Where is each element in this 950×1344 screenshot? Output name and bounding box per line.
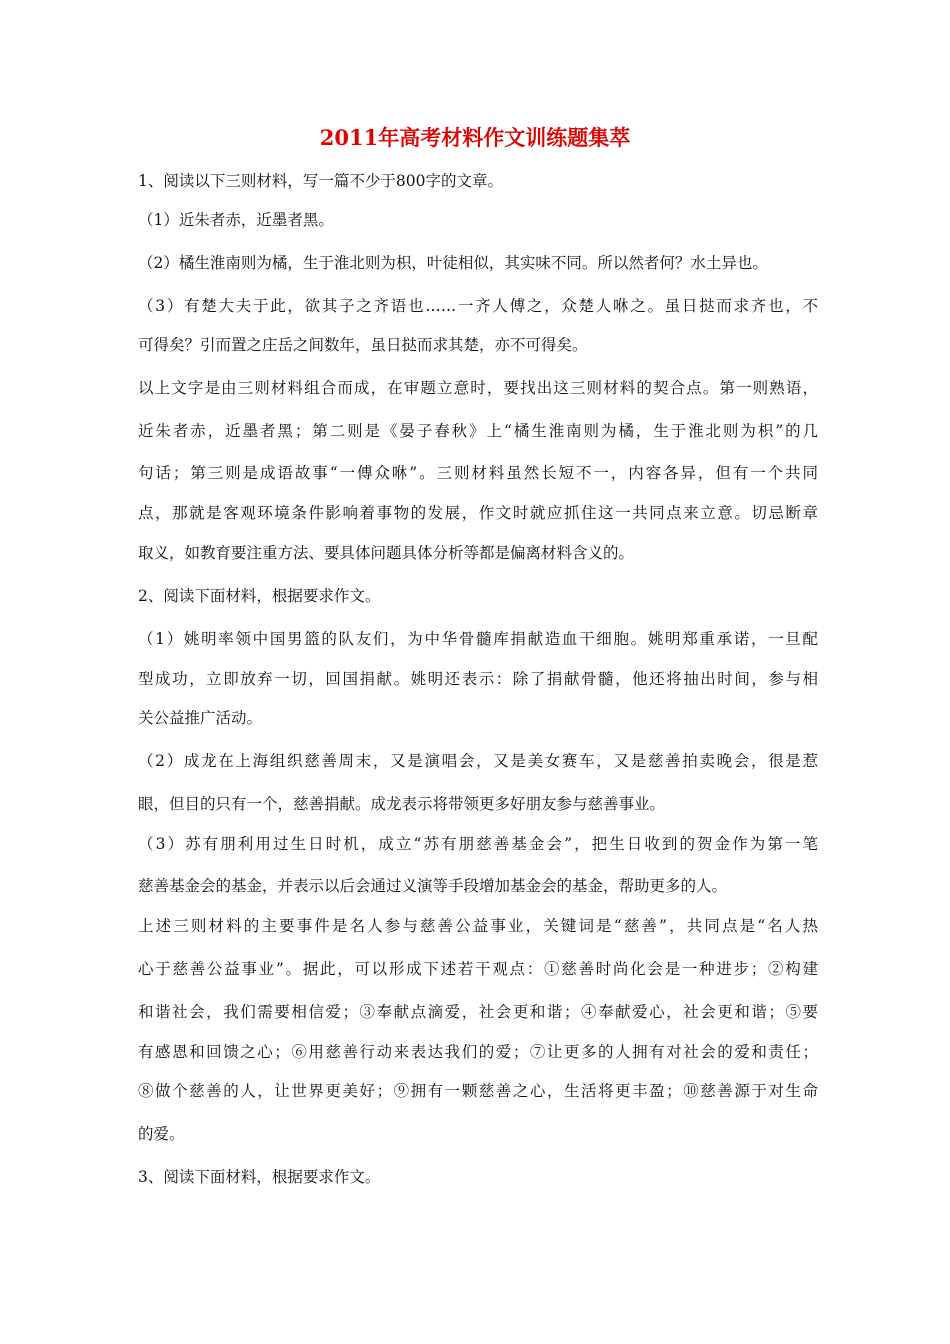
paragraph-line: 2、阅读下面材料，根据要求作文。: [138, 587, 381, 605]
paragraph-line: ⑧做个慈善的人，让世界更美好；⑨拥有一颗慈善之心，生活将更丰盈；⑩慈善源于对生命: [138, 1082, 818, 1100]
paragraph-line: 有感恩和回馈之心；⑥用慈善行动来表达我们的爱；⑦让更多的人拥有对社会的爱和责任；: [138, 1043, 818, 1061]
paragraph-line: （3）有楚大夫于此，欲其子之齐语也……一齐人傅之，众楚人咻之。虽日挞而求齐也，不: [138, 297, 818, 315]
paragraph-line: 上述三则材料的主要事件是名人参与慈善公益事业，关键词是“慈善”，共同点是“名人热: [138, 917, 818, 935]
paragraph-line: 关公益推广活动。: [138, 709, 263, 727]
paragraph-line: 心于慈善公益事业”。据此，可以形成下述若干观点：①慈善时尚化会是一种进步；②构建: [138, 960, 818, 978]
paragraph-line: 句话；第三则是成语故事“一傅众咻”。三则材料虽然长短不一，内容各异，但有一个共同: [138, 464, 818, 482]
paragraph-line: 的爱。: [138, 1125, 185, 1143]
paragraph-line: 眼，但目的只有一个，慈善捐献。成龙表示将带领更多好朋友参与慈善事业。: [138, 795, 666, 813]
paragraph-line: （1）近朱者赤，近墨者黑。: [138, 211, 334, 229]
paragraph-line: 慈善基金会的基金，并表示以后会通过义演等手段增加基金会的基金，帮助更多的人。: [138, 877, 728, 895]
paragraph-line: （3）苏有朋利用过生日时机，成立“苏有朋慈善基金会”，把生日收到的贺金作为第一笔: [138, 835, 818, 853]
paragraph-line: 取义，如教育要注重方法、要具体问题具体分析等都是偏离材料含义的。: [138, 544, 635, 562]
paragraph-line: 近朱者赤，近墨者黑；第二则是《晏子春秋》上“橘生淮南则为橘，生于淮北则为枳”的几: [138, 422, 818, 440]
paragraph-line: 点，那就是客观环境条件影响着事物的发展，作文时就应抓住这一共同点来立意。切忌断章: [138, 504, 818, 522]
paragraph-line: 3、阅读下面材料，根据要求作文。: [138, 1168, 381, 1186]
paragraph-line: （2）橘生淮南则为橘，生于淮北则为枳，叶徒相似，其实味不同。所以然者何？水土异也。: [138, 254, 768, 272]
document-title: 2011年高考材料作文训练题集萃: [319, 125, 631, 150]
paragraph-line: （1）姚明率领中国男篮的队友们，为中华骨髓库捐献造血干细胞。姚明郑重承诺，一旦配: [138, 630, 818, 648]
paragraph-line: 和谐社会，我们需要相信爱；③奉献点滴爱，社会更和谐；④奉献爱心，社会更和谐；⑤要: [138, 1003, 818, 1021]
paragraph-line: 以上文字是由三则材料组合而成，在审题立意时，要找出这三则材料的契合点。第一则熟语，: [138, 379, 818, 397]
paragraph-line: 型成功，立即放弃一切，回国捐献。姚明还表示：除了捐献骨髓，他还将抽出时间，参与相: [138, 670, 818, 688]
paragraph-line: （2）成龙在上海组织慈善周末，又是演唱会，又是美女赛车，又是慈善拍卖晚会，很是惹: [138, 752, 818, 770]
paragraph-line: 可得矣？引而置之庄岳之间数年，虽日挞而求其楚，亦不可得矣。: [138, 336, 588, 354]
paragraph-line: 1、阅读以下三则材料，写一篇不少于800字的文章。: [138, 172, 503, 190]
